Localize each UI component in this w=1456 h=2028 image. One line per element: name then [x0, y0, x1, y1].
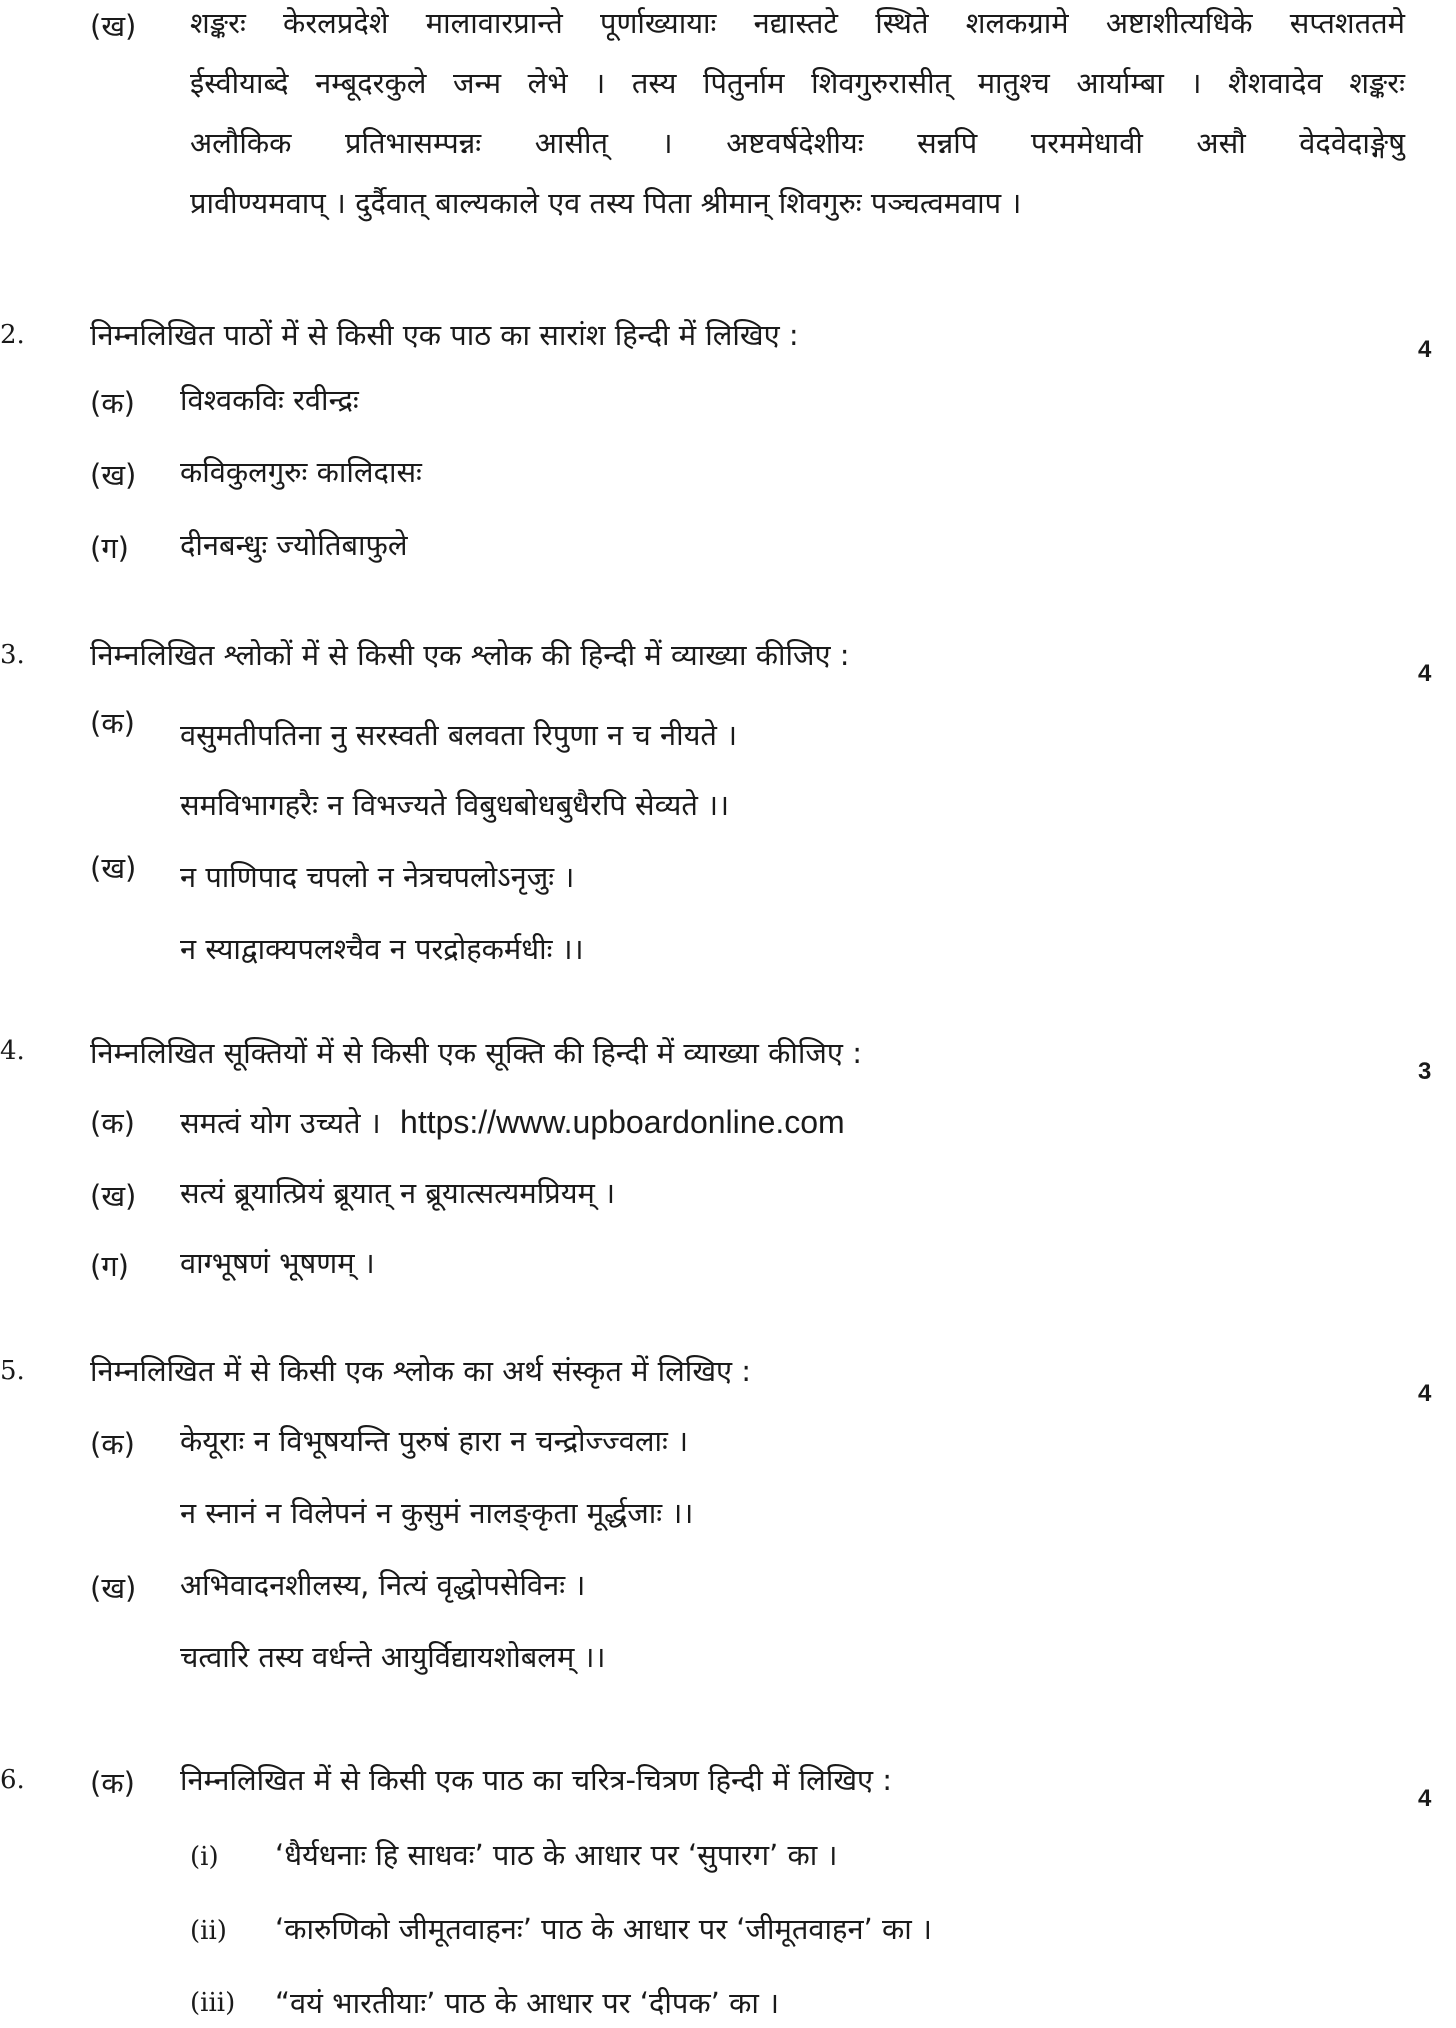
- q5-option-line: चत्वारि तस्य वर्धन्ते आयुर्विद्यायशोबलम् ।।: [180, 1640, 606, 1674]
- q6-item-label: (i): [190, 1842, 219, 1872]
- q2-option-text: दीनबन्धुः ज्योतिबाफुले: [180, 528, 408, 562]
- q3-option-line: न पाणिपाद चपलो न नेत्रचपलोऽनृजुः ।: [180, 860, 575, 894]
- q2-option-text: कविकुलगुरुः कालिदासः: [180, 455, 422, 489]
- q5-option-line: न स्नानं न विलेपनं न कुसुमं नालङ्कृता मूर्द्धजाः ।।: [180, 1496, 694, 1530]
- q2-option-label: (ख): [90, 458, 137, 492]
- question-2-text: निम्नलिखित पाठों में से किसी एक पाठ का सारांश हिन्दी में लिखिए :: [90, 318, 799, 352]
- passage-line-4: प्रावीण्यमवाप् । दुर्दैवात् बाल्यकाले एव तस्य पिता श्रीमान् शिवगुरुः पञ्चत्वमवाप ।: [190, 186, 1022, 220]
- passage-line-1: शङ्करः केरलप्रदेशे मालावारप्रान्ते पूर्णाख्यायाः नद्यास्तटे स्थिते शलकग्रामे अष्टाशीत्यधिके सप्तशततमे: [190, 6, 1405, 40]
- q4-option-sukti: समत्वं योग उच्यते ।: [180, 1106, 381, 1140]
- q3-option-line: समविभागहरैः न विभज्यते विबुधबोधबुधैरपि सेव्यते ।।: [180, 788, 730, 822]
- question-5-number: 5.: [0, 1356, 25, 1386]
- q2-option-text: विश्वकविः रवीन्द्रः: [180, 383, 359, 417]
- q2-option-label: (क): [90, 386, 135, 420]
- question-2-number: 2.: [0, 320, 25, 350]
- q5-option-line: केयूराः न विभूषयन्ति पुरुषं हारा न चन्द्रोज्ज्वलाः ।: [180, 1424, 689, 1458]
- passage-label: (ख): [90, 9, 137, 43]
- q5-option-label: (ख): [90, 1571, 137, 1605]
- q6-item-text: ‘कारुणिको जीमूतवाहनः’ पाठ के आधार पर ‘जीमूतवाहन’ का ।: [275, 1912, 932, 1946]
- question-2-marks: 4: [1418, 336, 1432, 363]
- question-5-text: निम्नलिखित में से किसी एक श्लोक का अर्थ संस्कृत में लिखिए :: [90, 1354, 752, 1388]
- question-6-number: 6.: [0, 1765, 25, 1795]
- question-3-number: 3.: [0, 640, 25, 670]
- question-4-marks: 3: [1418, 1058, 1432, 1085]
- q3-option-label: (क): [90, 706, 135, 740]
- q4-option-text: वाग्भूषणं भूषणम् ।: [180, 1246, 375, 1280]
- q5-option-label: (क): [90, 1427, 135, 1461]
- q3-option-label: (ख): [90, 851, 137, 885]
- question-6-text: निम्नलिखित में से किसी एक पाठ का चरित्र-चित्रण हिन्दी में लिखिए :: [180, 1763, 893, 1797]
- q4-option-label: (ख): [90, 1179, 137, 1213]
- question-6-marks: 4: [1418, 1785, 1432, 1812]
- q4-option-text: सत्यं ब्रूयात्प्रियं ब्रूयात् न ब्रूयात्सत्यमप्रियम् ।: [180, 1176, 616, 1210]
- question-4-number: 4.: [0, 1036, 25, 1066]
- q3-option-line: न स्याद्वाक्यपलश्चैव न परद्रोहकर्मधीः ।।: [180, 932, 584, 966]
- passage-line-3: अलौकिक प्रतिभासम्पन्नः आसीत् । अष्टवर्षदेशीयः सन्नपि परममेधावी असौ वेदवेदाङ्गेषु: [190, 126, 1405, 160]
- q6-item-text: “वयं भारतीयाः’ पाठ के आधार पर ‘दीपक’ का ।: [275, 1986, 780, 2020]
- q6-item-text: ‘धैर्यधनाः हि साधवः’ पाठ के आधार पर ‘सुपारग’ का ।: [275, 1838, 838, 1872]
- q4-option-text: [180, 1103, 845, 1141]
- question-4-text: निम्नलिखित सूक्तियों में से किसी एक सूक्ति की हिन्दी में व्याख्या कीजिए :: [90, 1036, 862, 1070]
- question-3-text: निम्नलिखित श्लोकों में से किसी एक श्लोक की हिन्दी में व्याख्या कीजिए :: [90, 638, 850, 672]
- watermark-url: https://www.upboardonline.com: [400, 1104, 845, 1140]
- passage-line-2: ईस्वीयाब्दे नम्बूदरकुले जन्म लेभे । तस्य पितुर्नाम शिवगुरुरासीत् मातुश्च आर्याम्बा । शैशवादेव शङ्करः: [190, 66, 1405, 100]
- q4-option-label: (ग): [90, 1249, 129, 1283]
- q4-option-label: (क): [90, 1106, 135, 1140]
- question-6-label: (क): [90, 1766, 135, 1800]
- q5-option-line: अभिवादनशीलस्य, नित्यं वृद्धोपसेविनः ।: [180, 1568, 586, 1602]
- question-5-marks: 4: [1418, 1380, 1432, 1407]
- q2-option-label: (ग): [90, 531, 129, 565]
- q6-item-label: (iii): [190, 1988, 236, 2018]
- question-3-marks: 4: [1418, 660, 1432, 687]
- q6-item-label: (ii): [190, 1916, 227, 1946]
- q3-option-line: वसुमतीपतिना नु सरस्वती बलवता रिपुणा न च नीयते ।: [180, 718, 738, 752]
